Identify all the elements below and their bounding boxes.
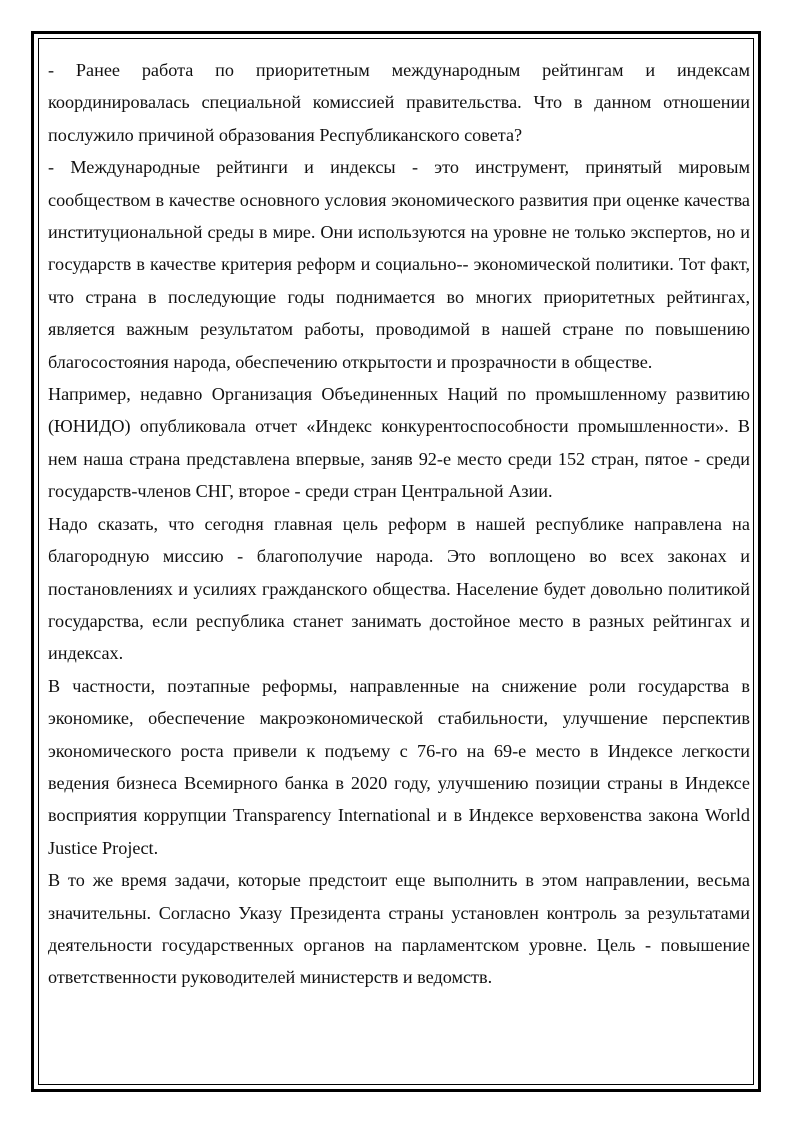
paragraph-reform-goal: Надо сказать, что сегодня главная цель реформ в нашей республике направлена на благородную миссию - благополучие народа. Это воплощено во всех законах и постановлениях и усилиях гражданского общества. Население будет довольно политикой государства, если республика станет занимать достойное место в разных рейтингах и индексах. xyxy=(48,513,750,664)
paragraph-answer-intro: - Международные рейтинги и индексы - это инструмент, принятый мировым сообществом в качестве основного условия экономического развития при оценке качества институциональной среды в мире. Они используются на уровне не только экспертов, но и государств в качестве критерия реформ и социально-- экономической политики. Тот факт, что страна в последующие годы поднимается во многих приоритетных рейтингах, является важным результатом работы, проводимой в нашей стране по повышению благосостояния народа, обеспечению открытости и прозрачности в обществе. xyxy=(48,157,750,372)
paragraph-tasks: В то же время задачи, которые предстоит еще выполнить в этом направлении, весьма значительны. Согласно Указу Президента страны установлен контроль за результатами деятельности государственных органов на парламентском уровне. Цель - повышение ответственности руководителей министерств и ведомств. xyxy=(48,870,750,988)
paragraph-business-index: В частности, поэтапные реформы, направленные на снижение роли государства в экономике, обеспечение макроэкономической стабильности, улучшение перспектив экономического роста привели к подъему с 76-го на 69-е место в Индексе легкости ведения бизнеса Всемирного банка в 2020 году, улучшению позиции страны в Индексе восприятия коррупции Transparency International и в Индексе верховенства закона World Justice Project. xyxy=(48,675,750,858)
paragraph-unido-report: Например, недавно Организация Объединенных Наций по промышленному развитию (ЮНИДО) опубликовала отчет «Индекс конкурентоспособности промышленности». В нем наша страна представлена впервые, заняв 92-е место среди 152 стран, пятое - среди государств-членов СНГ, второе - среди стран Центральной Азии. xyxy=(48,384,750,502)
document-body xyxy=(48,54,750,994)
paragraph-question: - Ранее работа по приоритетным международным рейтингам и индексам координировалась специальной комиссией правительства. Что в данном отношении послужило причиной образования Республиканского совета? xyxy=(48,60,750,145)
